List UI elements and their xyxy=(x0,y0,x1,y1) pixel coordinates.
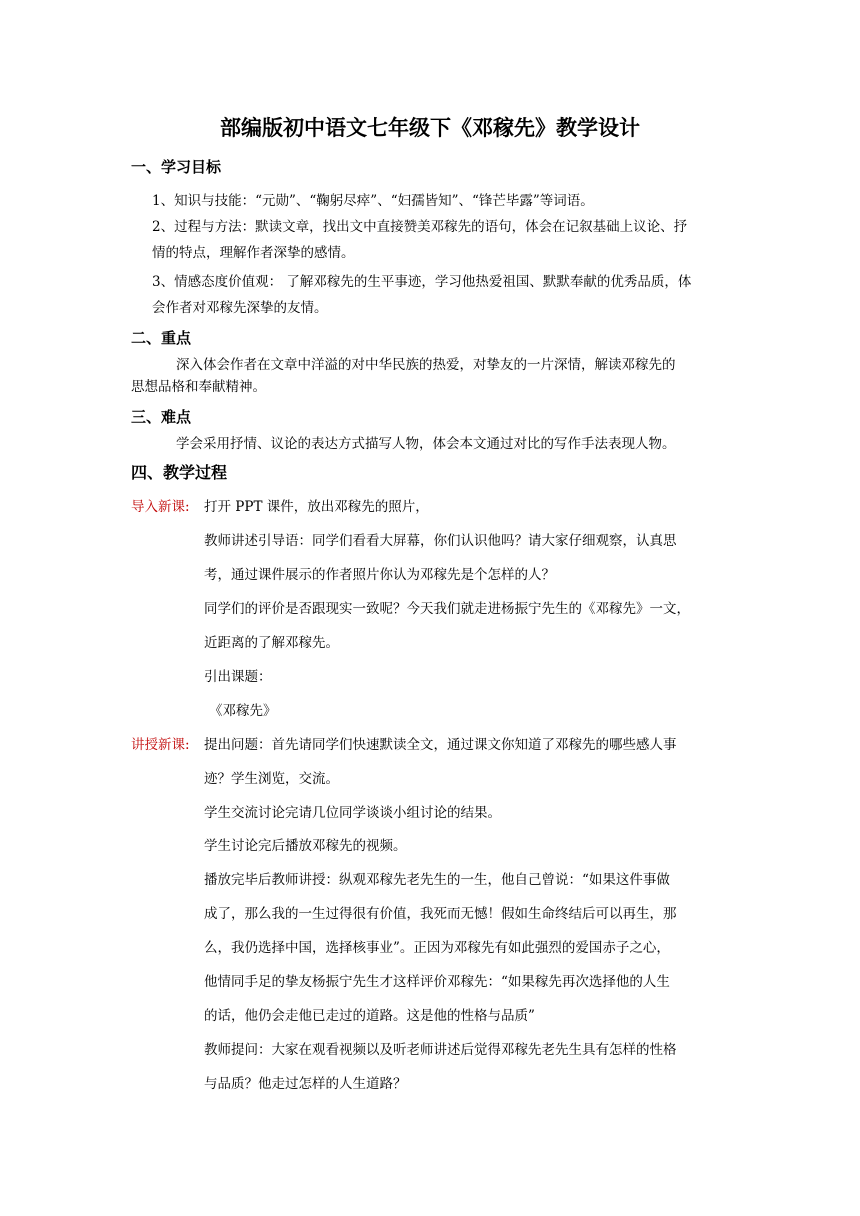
objective-3-line-1: 3、情感态度价值观： 了解邓稼先的生平事迹，学习他热爱祖国、默默奉献的优秀品质，体 xyxy=(152,274,692,290)
intro-line: 打开 PPT 课件，放出邓稼先的照片， xyxy=(204,499,429,515)
section-heading-objectives: 一、学习目标 xyxy=(131,158,222,176)
intro-line: 近距离的了解邓稼先。 xyxy=(204,635,339,651)
intro-line: 同学们的评价是否跟现实一致呢？今天我们就走进杨振宁先生的《邓稼先》一文， xyxy=(204,601,690,617)
section-heading-process: 四、教学过程 xyxy=(131,463,228,482)
teach-line: 成了，那么我的一生过得很有价值，我死而无憾！假如生命终结后可以再生，那 xyxy=(204,906,677,922)
teach-line: 教师提问：大家在观看视频以及听老师讲述后觉得邓稼先老先生具有怎样的性格 xyxy=(204,1042,677,1058)
teach-label: 讲授新课: xyxy=(131,737,190,753)
objective-3-line-2: 会作者对邓稼先深挚的友情。 xyxy=(152,300,328,316)
section-heading-key-points: 二、重点 xyxy=(131,329,192,347)
difficulties-line-1: 学会采用抒情、议论的表达方式描写人物，体会本文通过对比的写作手法表现人物。 xyxy=(176,436,676,452)
section-heading-difficulties: 三、难点 xyxy=(131,408,192,426)
teach-line: 的话，他仍会走他已走过的道路。这是他的性格与品质” xyxy=(204,1008,535,1024)
intro-line: 引出课题： xyxy=(204,669,272,685)
teach-line: 与品质？他走过怎样的人生道路？ xyxy=(204,1076,407,1092)
key-points-line-2: 思想品格和奉献精神。 xyxy=(131,379,266,395)
objective-2-line-2: 情的特点，理解作者深挚的感情。 xyxy=(152,245,355,261)
objective-1: 1、知识与技能：“元勋”、“鞠躬尽瘁”、“妇孺皆知”、“锋芒毕露”等词语。 xyxy=(152,193,594,209)
teach-line: 学生讨论完后播放邓稼先的视频。 xyxy=(204,838,407,854)
teach-line: 他情同手足的挚友杨振宁先生才这样评价邓稼先：“如果稼先再次选择他的人生 xyxy=(204,974,670,990)
intro-line: 《邓稼先》 xyxy=(209,703,277,719)
key-points-line-1: 深入体会作者在文章中洋溢的对中华民族的热爱，对挚友的一片深情，解读邓稼先的 xyxy=(176,357,676,373)
objective-2-line-1: 2、过程与方法：默读文章，找出文中直接赞美邓稼先的语句，体会在记叙基础上议论、抒 xyxy=(152,219,688,235)
intro-label: 导入新课: xyxy=(131,499,190,515)
intro-line: 教师讲述引导语：同学们看看大屏幕，你们认识他吗？请大家仔细观察，认真思 xyxy=(204,533,677,549)
teach-line: 播放完毕后教师讲授：纵观邓稼先老先生的一生，他自己曾说：“如果这件事做 xyxy=(204,872,670,888)
teach-line: 迹？学生浏览，交流。 xyxy=(204,771,339,787)
teach-line: 学生交流讨论完请几位同学谈谈小组讨论的结果。 xyxy=(204,805,501,821)
intro-line: 考，通过课件展示的作者照片你认为邓稼先是个怎样的人？ xyxy=(204,567,555,583)
document-title: 部编版初中语文七年级下《邓稼先》教学设计 xyxy=(220,116,640,140)
teach-line: 提出问题：首先请同学们快速默读全文，通过课文你知道了邓稼先的哪些感人事 xyxy=(204,737,677,753)
teach-line: 么，我仍选择中国，选择核事业”。正因为邓稼先有如此强烈的爱国赤子之心， xyxy=(204,940,670,956)
